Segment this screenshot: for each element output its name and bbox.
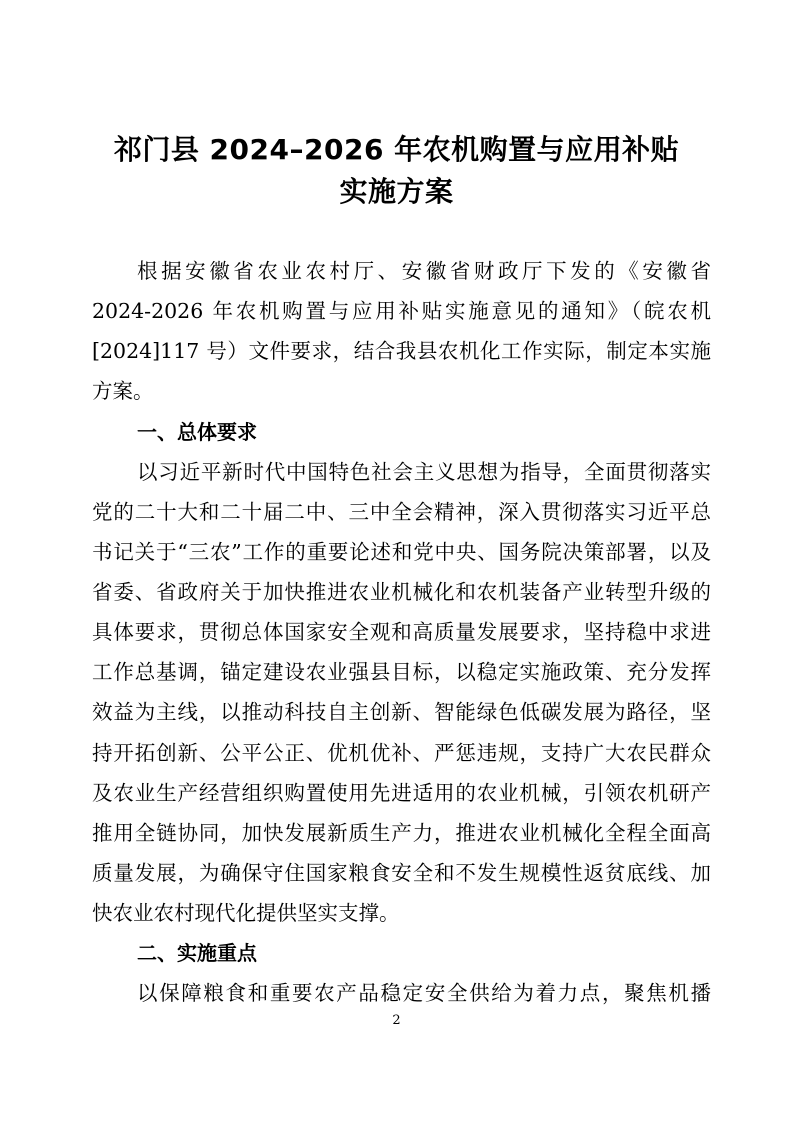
section-heading-implementation-focus: 二、实施重点	[137, 941, 257, 965]
paragraph-line: 以保障粮食和重要农产品稳定安全供给为着力点，聚焦机播	[137, 981, 711, 1005]
paragraph-line: 党的二十大和二十届二中、三中全会精神，深入贯彻落实习近平总	[92, 500, 711, 524]
paragraph-line: 持开拓创新、公平公正、优机优补、严惩违规，支持广大农民群众	[92, 741, 711, 765]
paragraph-line: 具体要求，贯彻总体国家安全观和高质量发展要求，坚持稳中求进	[92, 620, 711, 644]
paragraph-line: 工作总基调，锚定建设农业强县目标，以稳定实施政策、充分发挥	[92, 660, 711, 684]
document-title-line-1: 祁门县 2024–2026 年农机购置与应用补贴	[113, 133, 680, 166]
paragraph-line: 快农业农村现代化提供坚实支撑。	[92, 901, 400, 925]
paragraph-line: 省委、省政府关于加快推进农业机械化和农机装备产业转型升级的	[92, 580, 711, 604]
paragraph-line: 质量发展，为确保守住国家粮食安全和不发生规模性返贫底线、加	[92, 861, 711, 885]
paragraph-line: 书记关于“三农”工作的重要论述和党中央、国务院决策部署，以及	[92, 540, 711, 564]
paragraph-line: 效益为主线，以推动科技自主创新、智能绿色低碳发展为路径，坚	[92, 700, 711, 724]
intro-line: 2024-2026 年农机购置与应用补贴实施意见的通知》（皖农机	[92, 299, 711, 323]
paragraph-line: 及农业生产经营组织购置使用先进适用的农业机械，引领农机研产	[92, 781, 711, 805]
paragraph-line: 推用全链协同，加快发展新质生产力，推进农业机械化全程全面高	[92, 821, 711, 845]
intro-line: [2024]117 号）文件要求，结合我县农机化工作实际，制定本实施	[92, 339, 711, 363]
section-heading-general-requirements: 一、总体要求	[137, 420, 257, 444]
page-number: 2	[392, 1013, 401, 1028]
document-title-line-2: 实施方案	[339, 175, 454, 208]
intro-line: 方案。	[92, 379, 154, 403]
paragraph-line: 以习近平新时代中国特色社会主义思想为指导，全面贯彻落实	[137, 460, 711, 484]
intro-line: 根据安徽省农业农村厅、安徽省财政厅下发的《安徽省	[137, 259, 711, 283]
